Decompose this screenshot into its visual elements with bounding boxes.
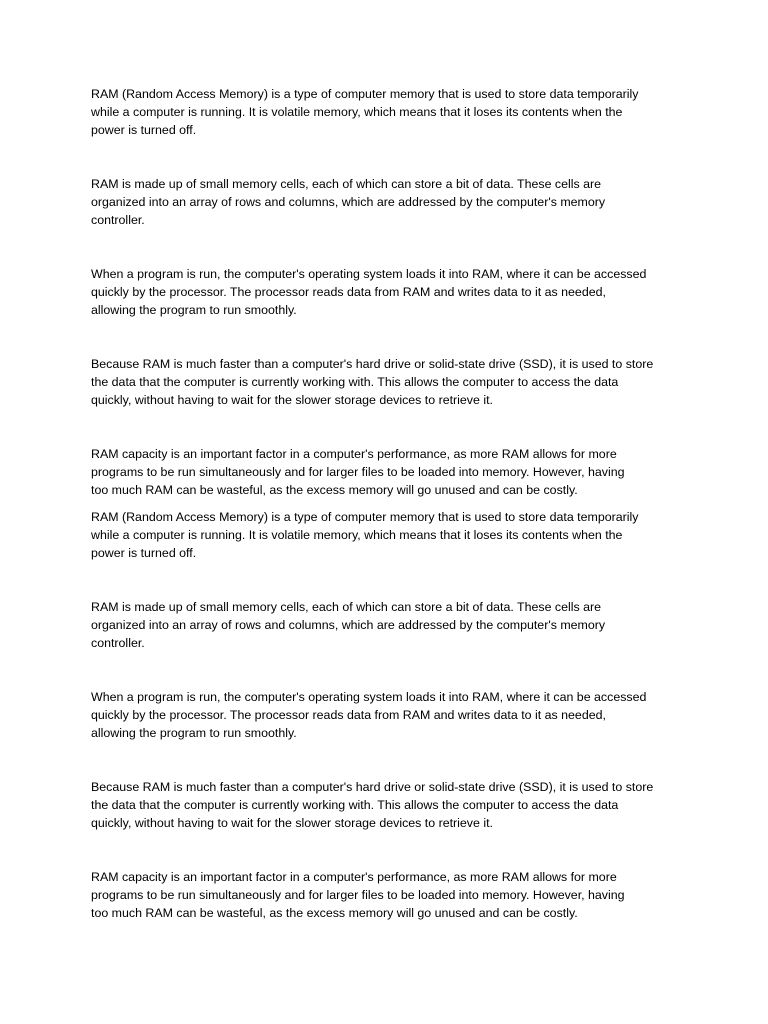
text-line: power is turned off. [91, 546, 197, 560]
text-line: Because RAM is much faster than a computer's hard drive or solid-state drive (SSD), it is used to store [91, 780, 654, 794]
text-line: controller. [91, 636, 145, 650]
text-line: quickly by the processor. The processor reads data from RAM and writes data to it as needed, [91, 708, 606, 722]
text-line: allowing the program to run smoothly. [91, 303, 297, 317]
text-line: allowing the program to run smoothly. [91, 726, 297, 740]
paragraph-ram-capacity [91, 445, 691, 499]
text-line: controller. [91, 213, 145, 227]
paragraph-ram-definition-repeat [91, 508, 691, 562]
text-line: quickly, without having to wait for the slower storage devices to retrieve it. [91, 816, 493, 830]
text-line: the data that the computer is currently working with. This allows the computer to access the data [91, 798, 619, 812]
text-line: too much RAM can be wasteful, as the excess memory will go unused and can be costly. [91, 906, 578, 920]
text-line: programs to be run simultaneously and for larger files to be loaded into memory. However, having [91, 888, 625, 902]
text-line: organized into an array of rows and columns, which are addressed by the computer's memory [91, 195, 606, 209]
text-line: organized into an array of rows and columns, which are addressed by the computer's memory [91, 618, 606, 632]
text-line: RAM is made up of small memory cells, each of which can store a bit of data. These cells are [91, 177, 602, 191]
text-line: too much RAM can be wasteful, as the excess memory will go unused and can be costly. [91, 483, 578, 497]
text-line: the data that the computer is currently working with. This allows the computer to access the data [91, 375, 619, 389]
paragraph-ram-speed-repeat [91, 778, 691, 832]
text-line: while a computer is running. It is volatile memory, which means that it loses its contents when the [91, 105, 623, 119]
paragraph-program-loading-repeat [91, 688, 691, 742]
text-line: RAM (Random Access Memory) is a type of computer memory that is used to store data temporarily [91, 510, 639, 524]
text-line: while a computer is running. It is volatile memory, which means that it loses its contents when the [91, 528, 623, 542]
paragraph-memory-cells [91, 175, 691, 229]
text-line: When a program is run, the computer's operating system loads it into RAM, where it can be accessed [91, 690, 647, 704]
paragraph-memory-cells-repeat [91, 598, 691, 652]
text-line: RAM is made up of small memory cells, each of which can store a bit of data. These cells are [91, 600, 602, 614]
text-line: RAM capacity is an important factor in a computer's performance, as more RAM allows for more [91, 447, 617, 461]
paragraph-program-loading [91, 265, 691, 319]
text-line: quickly, without having to wait for the slower storage devices to retrieve it. [91, 393, 493, 407]
text-line: When a program is run, the computer's operating system loads it into RAM, where it can be accessed [91, 267, 647, 281]
paragraph-ram-definition [91, 85, 691, 139]
text-line: RAM (Random Access Memory) is a type of computer memory that is used to store data temporarily [91, 87, 639, 101]
paragraph-ram-capacity-repeat [91, 868, 691, 922]
text-line: Because RAM is much faster than a computer's hard drive or solid-state drive (SSD), it is used to store [91, 357, 654, 371]
text-line: programs to be run simultaneously and for larger files to be loaded into memory. However, having [91, 465, 625, 479]
text-line: quickly by the processor. The processor reads data from RAM and writes data to it as needed, [91, 285, 606, 299]
text-line: power is turned off. [91, 123, 197, 137]
text-line: RAM capacity is an important factor in a computer's performance, as more RAM allows for more [91, 870, 617, 884]
paragraph-ram-speed [91, 355, 691, 409]
